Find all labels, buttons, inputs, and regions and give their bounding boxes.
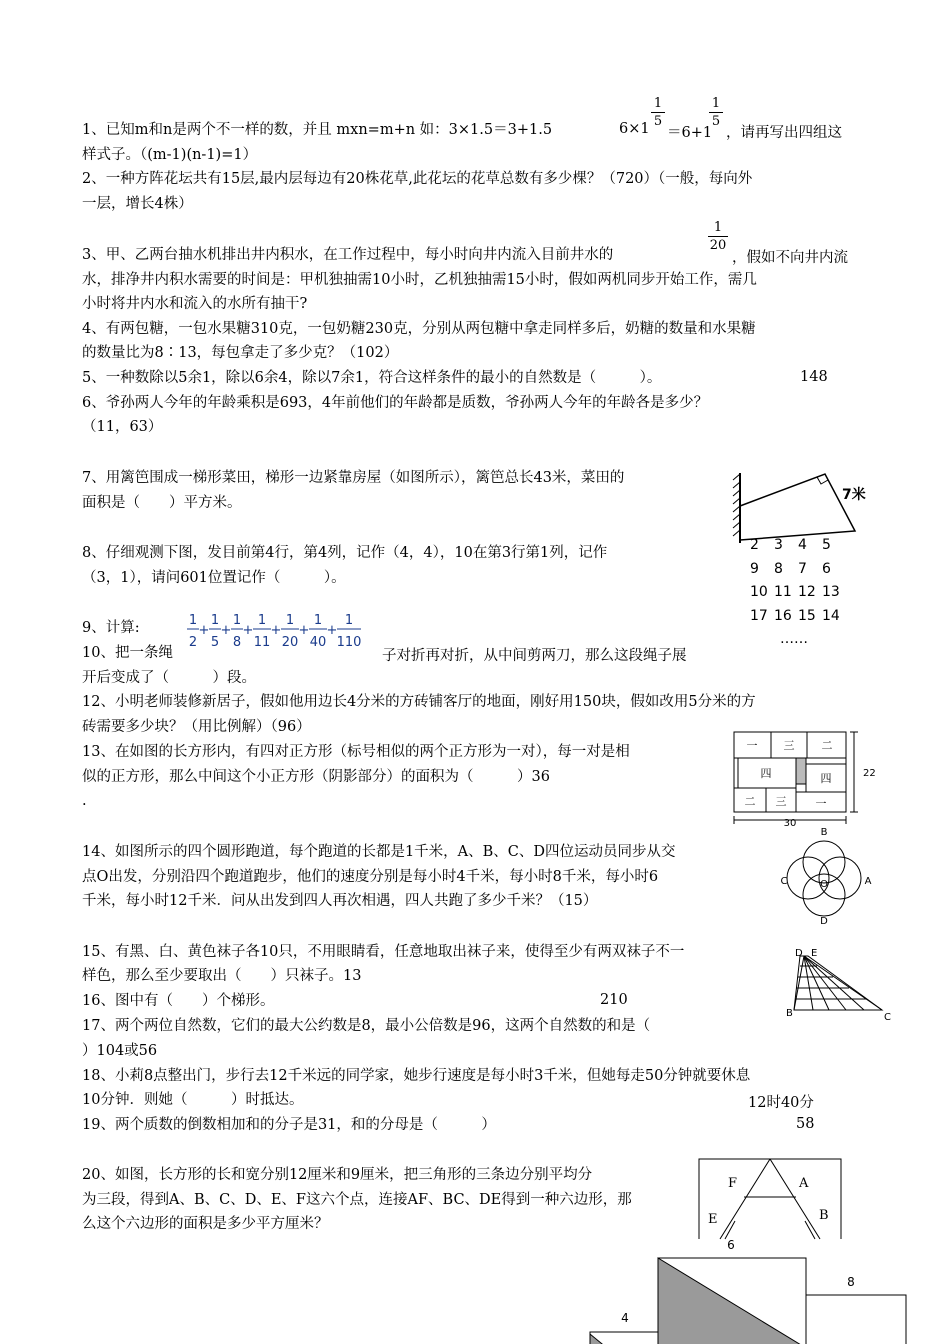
square-label: 三 [783,739,795,752]
q20-hexagon-figure [695,1155,845,1240]
q9-label: 9、计算: [82,620,140,636]
track-label: C [780,876,788,887]
grid-row [750,605,846,629]
square-label: 四 [820,772,832,785]
grid-row [750,581,846,605]
grid-row [750,534,846,558]
square-label: 二 [744,795,756,808]
grid-cell: 14 [822,607,840,624]
grid-cell: 11 [774,584,792,600]
grid-cell: 10 [750,584,768,600]
q20-line2: 为三段，得到A、B、C、D、E、F这六个点，连接AF、BC、DE得到一种六边形，那 [82,1192,632,1208]
sum-denominator: 2 [188,635,198,650]
grid-cell: 2 [750,537,759,553]
bottom-fig-label: 8 [847,1275,855,1289]
plus-sign: + [270,623,282,638]
sum-denominator: 110 [336,635,362,650]
sum-numerator: 1 [344,613,354,628]
grid-cell: 4 [798,537,807,553]
q13-rectangle-figure [730,728,876,829]
q14-circular-tracks-figure [780,824,880,927]
plus-sign: + [298,623,310,638]
q1-frac-num: 1 [711,96,721,111]
q3-frac-den: 20 [709,238,727,253]
q2-line1: 2、一种方阵花坛共有15层,最内层每边有20株花草,此花坛的花草总数有多少棵？（720）（一般，每向外 [82,171,753,187]
grid-cell: 15 [798,607,816,624]
grid-cell: 3 [774,537,783,553]
dimension-height: 22 [863,768,876,779]
q1-line1 [82,118,552,143]
q20-line1: 20、如图，长方形的长和宽分别12厘米和9厘米，把三角形的三条边分别平均分 [82,1167,593,1183]
q7-line1: 7、用篱笆围成一梯形菜田，梯形一边紧靠房屋（如图所示），篱笆总长43米，菜田的 [82,470,625,486]
sum-numerator: 1 [232,613,242,628]
q1-frac-den: 5 [653,114,663,129]
track-label: A [864,876,872,887]
grid-row [750,558,846,582]
dimension-width: 30 [783,818,797,829]
q10-line1b: 子对折再对折，从中间剪两刀，那么这段绳子展 [382,648,687,664]
q18-answer: 12时40分 [748,1095,814,1111]
grid-cell: 5 [822,537,831,553]
q8-line1: 8、仔细观测下图，发目前第4行，第4列，记作（4，4），10在第3行第1列，记作 [82,545,608,561]
sum-numerator: 1 [188,613,198,628]
q18-line2: 10分钟．则她（ ）时抵达。 [82,1092,304,1108]
q8-line2: （3，1），请问601位置记作（ ）。 [82,570,346,586]
grid-cell: 12 [798,584,816,600]
grid-cell: 16 [774,607,792,624]
sum-numerator: 1 [313,613,323,628]
hexagon-label: B [819,1208,829,1223]
q10-line1a: 10、把一条绳 [82,645,173,661]
fraction-bar [709,112,723,113]
q1-expr-c: ，请再写出四组这 [726,125,842,141]
grid-cell: 17 [750,607,768,624]
q17-line1: 17、两个两位自然数，它们的最大公约数是8，最小公倍数是96，这两个自然数的和是（ [82,1018,651,1034]
q3-line3: 小时将井内水和流入的水所有抽干? [82,296,308,312]
sum-denominator: 11 [253,635,271,650]
plus-sign: + [220,623,232,638]
q1-text: 1、已知m和n是两个不一样的数，并且 mxn=m+n 如：3×1.5＝3+1.5 [82,122,553,138]
triangle-label: B [786,1008,793,1019]
sum-numerator: 1 [210,613,220,628]
q1-line2: 样式子。（(m-1)(n-1)=1） [82,147,258,163]
q4-line2: 的数量比为8∶13，每包拿走了多少克？（102） [82,345,399,361]
q10-line2: 开后变成了（ ）段。 [82,670,256,686]
grid-cell: 8 [774,560,783,577]
q19-answer: 58 [796,1116,815,1132]
q2-line2: 一层，增长4株） [82,196,193,212]
plus-sign: + [198,623,210,638]
sum-denominator: 20 [281,635,299,650]
grid-cell: 13 [822,584,840,600]
q1-frac-den: 5 [711,114,721,129]
sum-numerator: 1 [257,613,267,628]
q5-answer: 148 [800,369,828,385]
square-label: 一 [815,797,827,810]
q1-fraction-2 [709,96,723,129]
q3-line2: 水，排净井内积水需要的时间是：甲机独抽需10小时，乙机独抽需15小时，假如两机同步开始工作，需几 [82,272,757,288]
bottom-squares-figure [585,1236,915,1344]
q20-line3: 么这个六边形的面积是多少平方厘米？ [82,1216,329,1232]
q14-line3: 千米，每小时12千米．问从出发到四人再次相遇，四人共跑了多少千米？（15） [82,893,598,909]
q8-number-grid [750,534,846,652]
sum-denominator: 8 [232,635,242,650]
q19-line1: 19、两个质数的倒数相加和的分子是31，和的分母是（ ） [82,1117,496,1133]
q5-line1: 5、一种数除以5余1，除以6余4，除以7余1，符合这样条件的最小的自然数是（ ）。 [82,370,662,386]
grid-ellipsis: …… [780,631,808,647]
q1-expr-a: 6×1 [619,121,650,137]
sum-denominator: 40 [309,635,327,650]
q4-line1: 4、有两包糖，一包水果糖310克，一包奶糖230克，分别从两包糖中拿走同样多后，奶糖的数量和水果糖 [82,321,756,337]
q1-fraction-1 [651,96,665,129]
track-label: D [820,916,828,927]
plus-sign: + [326,623,338,638]
bottom-fig-label: 4 [621,1311,629,1325]
q3-frac-num: 1 [713,220,723,235]
q9-fraction-sum [185,608,385,652]
hexagon-label: A [799,1176,809,1191]
square-label: 三 [775,795,787,808]
q16-answer: 210 [600,992,628,1008]
bottom-fig-label: 6 [727,1238,735,1252]
q12-line1: 12、小明老师装修新居子，假如他用边长4分米的方砖铺客厅的地面，刚好用150块，假如改用5分米的方 [82,694,756,710]
q16-line1: 16、图中有（ ）个梯形。 [82,993,275,1009]
plus-sign: + [242,623,254,638]
hexagon-label: E [708,1212,718,1227]
q14-line2: 点O出发，分别沿四个跑道跑步，他们的速度分别是每小时4千米，每小时8千米，每小时6 [82,869,659,885]
q6-line2: （11，63） [82,419,163,435]
q15-line1: 15、有黑、白、黄色袜子各10只，不用眼睛看，任意地取出袜子来，使得至少有两双袜子不一 [82,944,685,960]
fraction-bar [708,236,728,237]
triangle-label: E [811,948,818,959]
triangle-label: C [884,1012,891,1023]
q3-line1a: 3、甲、乙两台抽水机排出井内积水，在工作过程中，每小时向井内流入目前井水的 [82,247,614,263]
q13-line2: 似的正方形，那么中间这个小正方形（阴影部分）的面积为（ ）36 [82,769,550,785]
q7-length-label: 7米 [842,487,866,503]
sum-numerator: 1 [285,613,295,628]
grid-cell: 7 [798,560,807,577]
grid-cell: 6 [822,560,831,577]
q3-fraction [708,220,728,253]
q13-line3: . [82,793,87,809]
q18-line1: 18、小莉8点整出门，步行去12千米远的同学家，她步行速度是每小时3千米，但她每走50分钟就要休息 [82,1068,751,1084]
sum-denominator: 5 [210,635,220,650]
q6-line1: 6、爷孙两人今年的年龄乘积是693，4年前他们的年龄都是质数，爷孙两人今年的年龄各是多少？ [82,395,709,411]
q1-frac-num: 1 [653,96,663,111]
track-label: O [820,879,828,890]
q14-line1: 14、如图所示的四个圆形跑道，每个跑道的长都是1千米，A、B、C、D四位运动员同步从交 [82,844,676,860]
square-label: 四 [760,767,772,780]
q12-line2: 砖需要多少块？（用比例解）（96） [82,719,311,735]
square-label: 一 [746,739,758,752]
track-label: B [820,827,828,838]
q9-sum-terms [187,613,361,650]
q15-line2: 样色，那么至少要取出（ ）只袜子。13 [82,968,362,984]
q16-triangle-figure [780,938,900,1022]
hexagon-label: F [728,1176,738,1191]
q7-line2: 面积是（ ）平方米。 [82,495,242,511]
q17-line2: ）104或56 [82,1043,158,1059]
grid-cell: 9 [750,560,759,577]
fraction-bar [651,112,665,113]
triangle-label: D [795,948,803,959]
square-label: 二 [821,739,833,752]
q13-line1: 13、在如图的长方形内，有四对正方形（标号相似的两个正方形为一对），每一对是相 [82,744,630,760]
q1-expr-b: ＝6+1 [667,125,713,141]
q3-line1b: ，假如不向井内流 [732,250,848,266]
